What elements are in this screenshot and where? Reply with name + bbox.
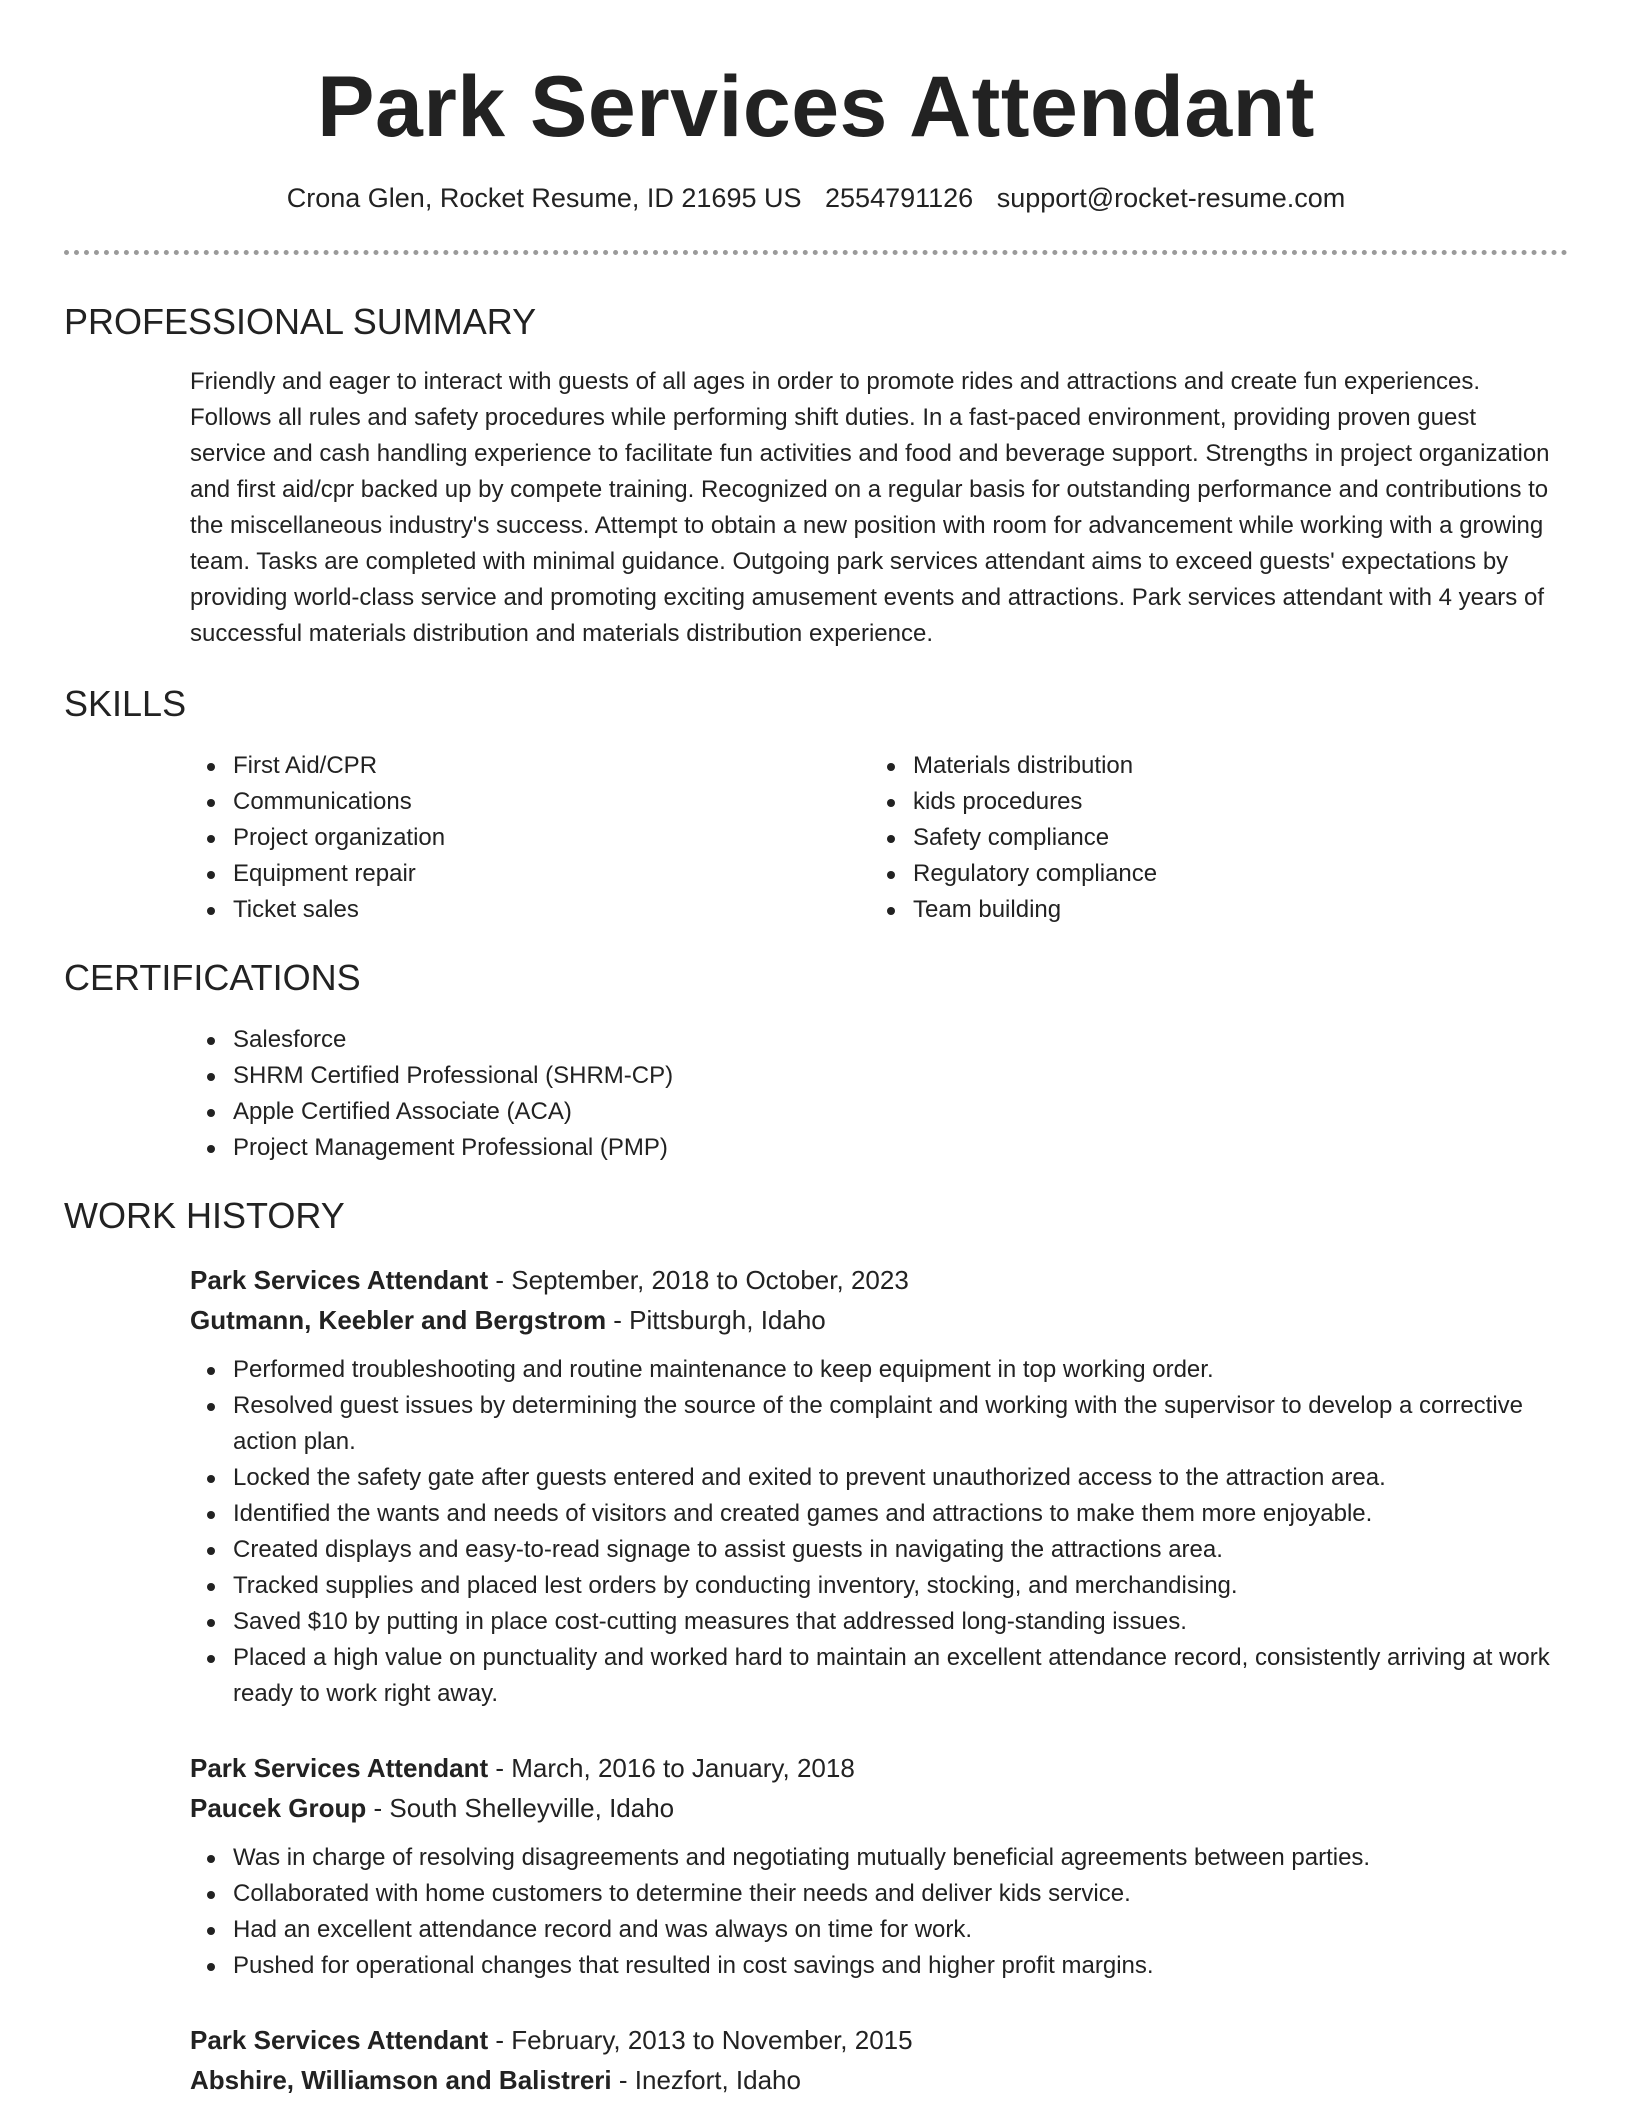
job-duty: Saved $10 by putting in place cost-cutting measures that addressed long-standing issues. <box>190 1604 1550 1640</box>
job-duty: Performed troubleshooting and routine maintenance to keep equipment in top working order. <box>190 1352 1550 1388</box>
header-divider <box>64 250 1568 255</box>
job-duty: Created displays and easy-to-read signage to assist guests in navigating the attractions area. <box>190 1532 1550 1568</box>
job-company-line <box>190 2060 1550 2100</box>
job-entry <box>190 1748 1550 1984</box>
job-duty: Placed a high value on punctuality and worked hard to maintain an excellent attendance record, consistently arriving at work ready to work right away. <box>190 1640 1550 1712</box>
job-company: Paucek Group <box>190 1793 367 1823</box>
job-entry <box>190 2020 1550 2100</box>
certification-item: SHRM Certified Professional (SHRM-CP) <box>190 1058 673 1094</box>
job-duty: Identified the wants and needs of visitors and created games and attractions to make them more enjoyable. <box>190 1496 1550 1532</box>
job-duty: Was in charge of resolving disagreements and negotiating mutually beneficial agreements between parties. <box>190 1840 1550 1876</box>
job-company: Gutmann, Keebler and Bergstrom <box>190 1305 607 1335</box>
job-duty: Pushed for operational changes that resulted in cost savings and higher profit margins. <box>190 1948 1550 1984</box>
skill-item: Regulatory compliance <box>870 856 1157 892</box>
certifications-list <box>190 1022 673 1166</box>
job-entry <box>190 1260 1550 1712</box>
job-company: Abshire, Williamson and Balistreri <box>190 2065 612 2095</box>
job-dates: - March, 2016 to January, 2018 <box>488 1753 855 1783</box>
job-duties-list <box>190 1840 1550 1984</box>
section-title-certifications: CERTIFICATIONS <box>64 957 361 998</box>
contact-email: support@rocket-resume.com <box>996 183 1346 213</box>
contact-line <box>0 180 1632 216</box>
section-title-skills: SKILLS <box>64 683 187 724</box>
section-title-summary: PROFESSIONAL SUMMARY <box>64 301 537 342</box>
contact-phone: 2554791126 <box>825 183 974 213</box>
job-location: - South Shelleyville, Idaho <box>366 1793 675 1823</box>
job-duty: Tracked supplies and placed lest orders by conducting inventory, stocking, and merchandising. <box>190 1568 1550 1604</box>
skill-item: Materials distribution <box>870 748 1157 784</box>
skill-item: Project organization <box>190 820 445 856</box>
skills-list-right <box>870 748 1157 928</box>
job-duty: Locked the safety gate after guests entered and exited to prevent unauthorized access to the attraction area. <box>190 1460 1550 1496</box>
section-title-work-history: WORK HISTORY <box>64 1195 345 1236</box>
skill-item: Safety compliance <box>870 820 1157 856</box>
job-location: - Inezfort, Idaho <box>611 2065 801 2095</box>
skill-item: Communications <box>190 784 445 820</box>
job-title-line <box>190 2020 1550 2060</box>
job-dates: - September, 2018 to October, 2023 <box>488 1265 909 1295</box>
skill-item: First Aid/CPR <box>190 748 445 784</box>
job-duties-list <box>190 1352 1550 1712</box>
job-company-line <box>190 1300 1550 1340</box>
skill-item: Ticket sales <box>190 892 445 928</box>
contact-address: Crona Glen, Rocket Resume, ID 21695 US <box>286 183 802 213</box>
job-title: Park Services Attendant <box>190 1753 489 1783</box>
job-duty: Had an excellent attendance record and was always on time for work. <box>190 1912 1550 1948</box>
job-title: Park Services Attendant <box>190 2025 489 2055</box>
certification-item: Apple Certified Associate (ACA) <box>190 1094 673 1130</box>
summary-text: Friendly and eager to interact with guests of all ages in order to promote rides and attractions and create fun experiences. Follows all rules and safety procedures while performing shift duties. In a fast-paced environment, providing proven guest service and cash handling experience to facilitate fun activities and food and beverage support. Strengths in project organization and first aid/cpr backed up by compete training. Recognized on a regular basis for outstanding performance and contributions to the miscellaneous industry's success. Attempt to obtain a new position with room for advancement while working with a growing team. Tasks are completed with minimal guidance. Outgoing park services attendant aims to exceed guests' expectations by providing world-class service and promoting exciting amusement events and attractions. Park services attendant with 4 years of successful materials distribution and materials distribution experience. <box>190 368 1550 647</box>
skill-item: kids procedures <box>870 784 1157 820</box>
certification-item: Project Management Professional (PMP) <box>190 1130 673 1166</box>
job-duty: Collaborated with home customers to determine their needs and deliver kids service. <box>190 1876 1550 1912</box>
skill-item: Team building <box>870 892 1157 928</box>
skills-list-left <box>190 748 445 928</box>
skill-item: Equipment repair <box>190 856 445 892</box>
job-dates: - February, 2013 to November, 2015 <box>488 2025 913 2055</box>
certification-item: Salesforce <box>190 1022 673 1058</box>
job-location: - Pittsburgh, Idaho <box>606 1305 826 1335</box>
job-title-line <box>190 1748 1550 1788</box>
job-company-line <box>190 1788 1550 1828</box>
job-title: Park Services Attendant <box>190 1265 489 1295</box>
job-duty: Resolved guest issues by determining the source of the complaint and working with the supervisor to develop a corrective action plan. <box>190 1388 1550 1460</box>
candidate-name: Park Services Attendant <box>317 59 1315 155</box>
job-title-line <box>190 1260 1550 1300</box>
